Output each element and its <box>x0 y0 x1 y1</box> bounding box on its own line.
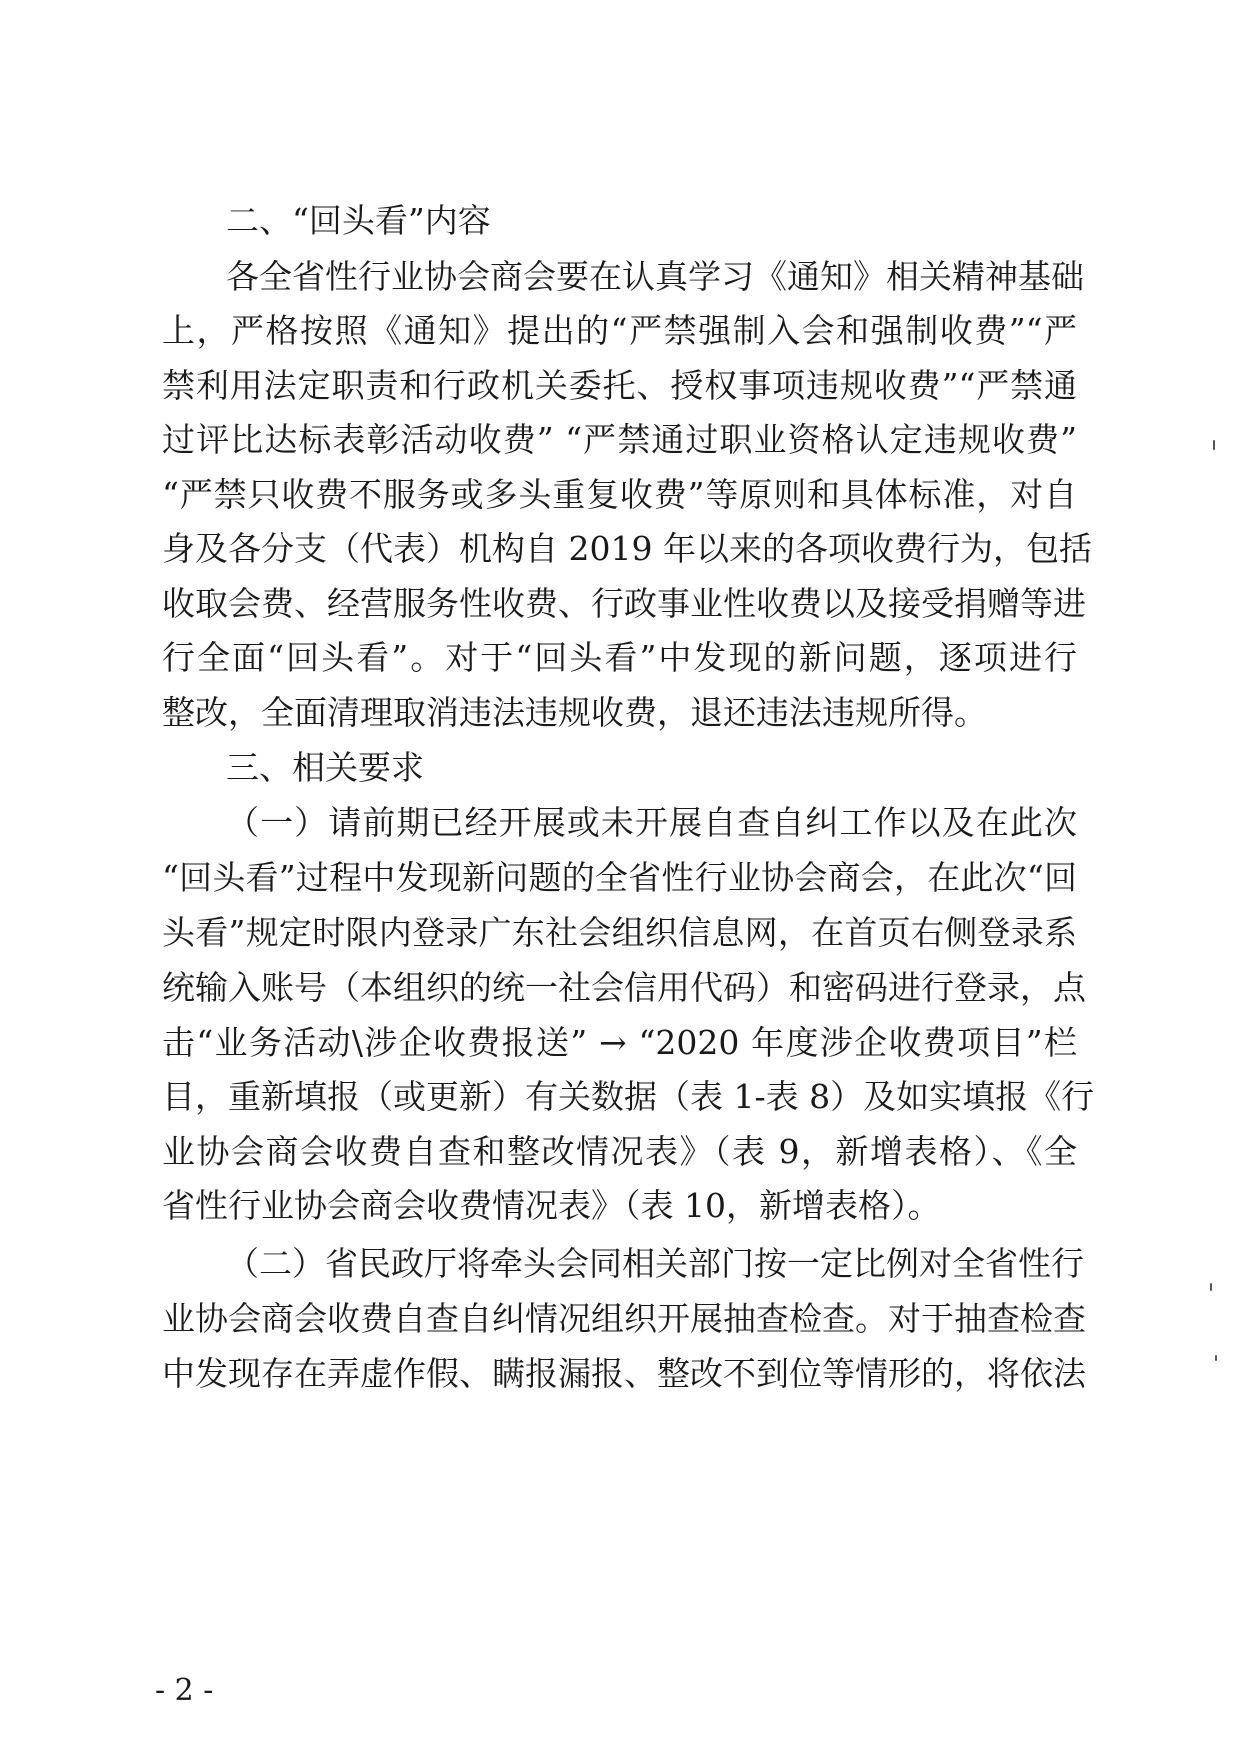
paragraph-line: 头看”规定时限内登录广东社会组织信息网，在首页右侧登录系 <box>162 913 1077 952</box>
scan-speck <box>1210 1283 1212 1291</box>
paragraph-line: 击“业务活动\涉企收费报送” → “2020 年度涉企收费项目”栏 <box>162 1023 1077 1062</box>
scan-speck <box>1213 440 1215 450</box>
paragraph-line: “严禁只收费不服务或多头重复收费”等原则和具体标准，对自 <box>162 475 1077 514</box>
paragraph-line: 中发现存在弄虚作假、瞒报漏报、整改不到位等情形的，将依法 <box>162 1354 1086 1393</box>
section-heading-3: 三、相关要求 <box>226 748 424 787</box>
paragraph-line: 过评比达标表彰活动收费” “严禁通过职业资格认定违规收费” <box>162 420 1077 459</box>
paragraph-line: （二）省民政厅将牵头会同相关部门按一定比例对全省性行 <box>226 1244 1084 1283</box>
paragraph-line: 上，严格按照《通知》提出的“严禁强制入会和强制收费”“严 <box>162 311 1077 350</box>
paragraph-line: 目，重新填报（或更新）有关数据（表 1-表 8）及如实填报《行 <box>162 1077 1095 1116</box>
section-heading-2: 二、“回头看”内容 <box>226 201 491 240</box>
paragraph-line: 禁利用法定职责和行政机关委托、授权事项违规收费”“严禁通 <box>162 366 1077 405</box>
paragraph-line: 整改，全面清理取消违法违规收费，退还违法违规所得。 <box>162 693 987 732</box>
paragraph-line: 各全省性行业协会商会要在认真学习《通知》相关精神基础 <box>226 257 1084 296</box>
page-number: - 2 - <box>155 1673 214 1708</box>
paragraph-line: 身及各分支（代表）机构自 2019 年以来的各项收费行为，包括 <box>162 529 1092 568</box>
paragraph-line: 收取会费、经营服务性收费、行政事业性收费以及接受捐赠等进 <box>162 584 1086 623</box>
paragraph-line: 统输入账号（本组织的统一社会信用代码）和密码进行登录，点 <box>162 968 1086 1007</box>
scan-speck <box>1215 1355 1217 1361</box>
paragraph-line: （一）请前期已经开展或未开展自查自纠工作以及在此次 <box>226 803 1077 842</box>
paragraph-line: 行全面“回头看”。对于“回头看”中发现的新问题，逐项进行 <box>162 638 1077 677</box>
paragraph-line: 省性行业协会商会收费情况表》（表 10，新增表格）。 <box>162 1186 941 1225</box>
paragraph-line: 业协会商会收费自查和整改情况表》（表 9，新增表格）、《全 <box>162 1132 1077 1171</box>
paragraph-line: “回头看”过程中发现新问题的全省性行业协会商会，在此次“回 <box>162 858 1077 897</box>
paragraph-line: 业协会商会收费自查自纠情况组织开展抽查检查。对于抽查检查 <box>162 1299 1086 1338</box>
